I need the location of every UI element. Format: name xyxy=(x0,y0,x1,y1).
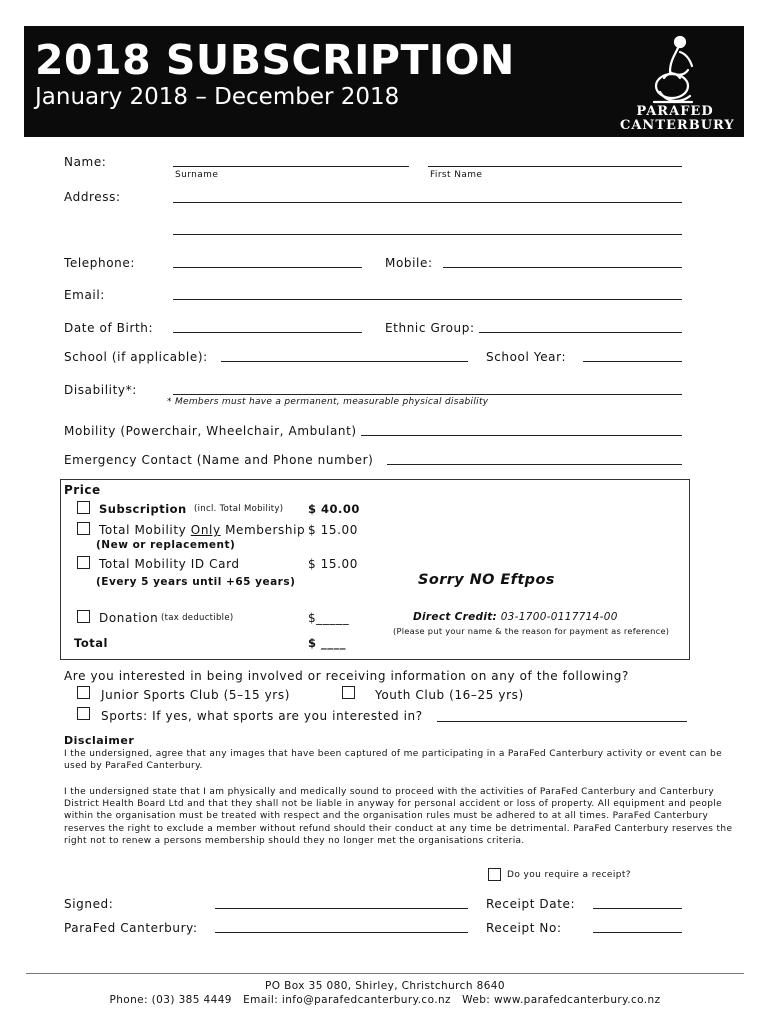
donation-checkbox[interactable] xyxy=(77,610,90,623)
telephone-field[interactable] xyxy=(173,267,362,268)
first-name-caption: First Name xyxy=(430,170,483,180)
direct-credit-line: Direct Credit: 03-1700-0117714-00 xyxy=(413,611,618,623)
address-field-line-2[interactable] xyxy=(173,234,682,235)
page-title: 2018 SUBSCRIPTION xyxy=(35,36,515,84)
name-label: Name: xyxy=(64,155,107,169)
donation-label: Donation xyxy=(99,611,159,625)
id-card-checkbox[interactable] xyxy=(77,556,90,569)
surname-field[interactable] xyxy=(173,166,409,167)
sports-checkbox[interactable] xyxy=(77,707,90,720)
total-label: Total xyxy=(74,636,108,650)
price-heading: Price xyxy=(64,483,101,497)
school-year-field[interactable] xyxy=(583,361,682,362)
disability-note: * Members must have a permanent, measurable physical disability xyxy=(167,397,489,407)
mobile-field[interactable] xyxy=(443,267,682,268)
ethnic-group-label: Ethnic Group: xyxy=(385,321,475,335)
mobile-label: Mobile: xyxy=(385,256,433,270)
address-field-line-1[interactable] xyxy=(173,202,682,203)
id-card-note: (Every 5 years until +65 years) xyxy=(96,576,296,588)
id-card-amount: $ 15.00 xyxy=(308,557,359,571)
disclaimer-paragraph-1: I the undersigned, agree that any images that have been captured of me participating in a ParaFed Canterbury activity or event can be used by ParaFed Canterbury. xyxy=(64,749,722,772)
emergency-contact-label: Emergency Contact (Name and Phone number) xyxy=(64,453,374,467)
disclaimer-heading: Disclaimer xyxy=(64,734,135,747)
sports-interest-field[interactable] xyxy=(437,721,687,722)
footer-web[interactable]: Web: www.parafedcanterbury.co.nz xyxy=(462,994,661,1006)
surname-caption: Surname xyxy=(175,170,219,180)
sports-label: Sports: If yes, what sports are you interested in? xyxy=(101,709,423,723)
interests-question: Are you interested in being involved or receiving information on any of the following? xyxy=(64,669,629,683)
donation-amount-field[interactable]: $_____ xyxy=(308,611,350,625)
wheelchair-athlete-icon xyxy=(620,32,730,110)
youth-club-checkbox[interactable] xyxy=(342,686,355,699)
footer-address: PO Box 35 080, Shirley, Christchurch 8640 xyxy=(265,980,505,992)
telephone-label: Telephone: xyxy=(64,256,135,270)
junior-sports-label: Junior Sports Club (5–15 yrs) xyxy=(101,688,290,702)
emergency-contact-field[interactable] xyxy=(387,464,682,465)
receipt-no-field[interactable] xyxy=(593,932,682,933)
email-label: Email: xyxy=(64,288,105,302)
total-mobility-label: Total Mobility Only Membership xyxy=(99,523,306,537)
email-field[interactable] xyxy=(173,299,682,300)
payment-reference-note: (Please put your name & the reason for payment as reference) xyxy=(393,626,670,636)
school-field[interactable] xyxy=(221,361,468,362)
parafed-signature-field[interactable] xyxy=(215,932,468,933)
disclaimer-paragraph-2: I the undersigned state that I am physically and medically sound to proceed with the activities of ParaFed Canterbury and Canterbury District Health Board Ltd and that they shall not be liable in anyway for personal accident or loss of property. All equipment and people within the organisation must be treated with respect and the organisation rules must be adhered to at all times. ParaFed Canterbury reserves the right to exclude a member without refund should their conduct at any time be detrimental. ParaFed Canterbury reserves the right not to renew a persons membership should they no longer met the organisations criteria. xyxy=(64,787,733,846)
signed-label: Signed: xyxy=(64,897,114,911)
dob-field[interactable] xyxy=(173,332,362,333)
ethnic-group-field[interactable] xyxy=(479,332,682,333)
receipt-date-label: Receipt Date: xyxy=(486,897,576,911)
first-name-field[interactable] xyxy=(428,166,682,167)
logo-wordmark-1: PARAFED xyxy=(636,104,714,119)
footer-divider xyxy=(26,973,744,974)
receipt-no-label: Receipt No: xyxy=(486,921,562,935)
logo-wordmark-2: CANTERBURY xyxy=(620,118,735,133)
parafed-canterbury-label: ParaFed Canterbury: xyxy=(64,921,198,935)
receipt-question: Do you require a receipt? xyxy=(507,870,631,880)
footer-email[interactable]: Email: info@parafedcanterbury.co.nz xyxy=(243,994,451,1006)
footer-phone: Phone: (03) 385 4449 xyxy=(109,994,232,1006)
subscription-amount: $ 40.00 xyxy=(308,502,360,516)
total-mobility-note: (New or replacement) xyxy=(96,539,236,551)
subscription-checkbox[interactable] xyxy=(77,501,90,514)
mobility-field[interactable] xyxy=(361,435,682,436)
school-year-label: School Year: xyxy=(486,350,567,364)
signature-field[interactable] xyxy=(215,908,468,909)
total-mobility-amount: $ 15.00 xyxy=(308,523,359,537)
footer-contact xyxy=(0,994,770,1006)
id-card-label: Total Mobility ID Card xyxy=(99,557,240,571)
total-mobility-checkbox[interactable] xyxy=(77,522,90,535)
total-amount-field[interactable]: $ ____ xyxy=(308,636,347,650)
parafed-logo xyxy=(620,32,735,133)
receipt-checkbox[interactable] xyxy=(488,868,501,881)
header-banner xyxy=(24,26,744,137)
subscription-note: (incl. Total Mobility) xyxy=(194,504,284,514)
school-label: School (if applicable): xyxy=(64,350,208,364)
donation-note: (tax deductible) xyxy=(161,613,234,623)
mobility-label: Mobility (Powerchair, Wheelchair, Ambulant) xyxy=(64,424,357,438)
dob-label: Date of Birth: xyxy=(64,321,154,335)
junior-sports-checkbox[interactable] xyxy=(77,686,90,699)
receipt-date-field[interactable] xyxy=(593,908,682,909)
youth-club-label: Youth Club (16–25 yrs) xyxy=(375,688,524,702)
disability-field[interactable] xyxy=(173,394,682,395)
no-eftpos-notice: Sorry NO Eftpos xyxy=(418,572,555,588)
page-subtitle: January 2018 – December 2018 xyxy=(35,84,400,110)
disability-label: Disability*: xyxy=(64,383,137,397)
address-label: Address: xyxy=(64,190,121,204)
subscription-label: Subscription xyxy=(99,502,187,516)
